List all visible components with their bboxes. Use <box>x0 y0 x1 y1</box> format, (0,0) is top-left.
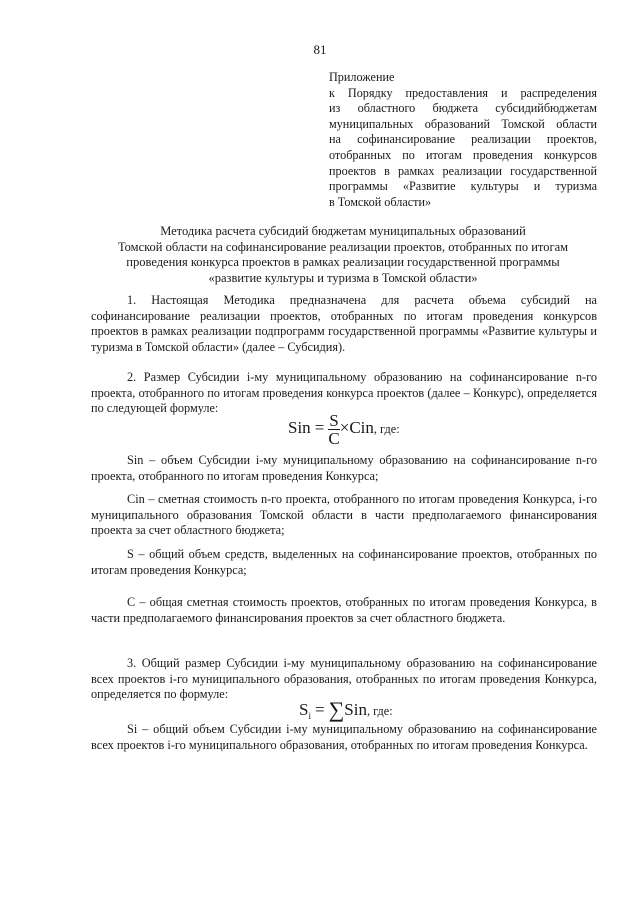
appendix-line: отобранных по итогам проведения конкурсов <box>329 147 597 162</box>
definition-sin <box>91 453 597 484</box>
paragraph-1 <box>91 293 597 356</box>
appendix-line: муниципальных образований Томской области <box>329 116 597 131</box>
appendix-line: к Порядку предоставления и распределения <box>329 85 597 100</box>
formula-si-suffix: , где: <box>366 704 393 718</box>
title-line: проведения конкурса проектов в рамках реализации государственной программы <box>126 255 560 270</box>
formula-sin-fraction <box>328 412 339 447</box>
definition-c <box>91 595 597 626</box>
page-number: 81 <box>313 42 327 57</box>
paragraph-1-text: 1. Настоящая Методика предназначена для расчета объема субсидий на софинансирование реализации проектов, отобранных по итогам проведения конкурсов проектов в рамках реализации подпрограмм государственной программы «Развитие культуры и туризма в Томской области» (далее – Субсидия). <box>91 293 597 355</box>
definition-s-text: S – общий объем средств, выделенных на софинансирование проектов, отобранных по итогам проведения Конкурса; <box>91 547 597 577</box>
appendix-line: Приложение <box>329 70 395 84</box>
formula-sin-rhs: Cin <box>349 418 374 438</box>
formula-sin-denominator: C <box>328 429 340 448</box>
formula-si-lhs: S <box>299 700 309 719</box>
definition-sin-text: Sin – объем Субсидии i-му муниципальному образованию на софинансирование n-го проекта, отобранного по итогам проведения Конкурса; <box>91 453 597 483</box>
appendix-line: проектов в рамках реализации государственной <box>329 163 597 178</box>
formula-sin-equals: = <box>314 418 325 438</box>
document-title <box>90 224 596 286</box>
definition-cin-text: Cin – сметная стоимость n-го проекта, отобранного по итогам проведения Конкурса, i-го муниципального образования Томской области в части предполагаемого финансирования проекта за счет областного бюджета; <box>91 492 597 538</box>
title-line: «развитие культуры и туризма в Томской области» <box>208 270 478 285</box>
appendix-line: программы «Развитие культуры и туризма <box>329 179 597 194</box>
title-line: Методика расчета субсидий бюджетам муниципальных образований <box>160 224 526 238</box>
appendix-line: на софинансирование реализации проектов, <box>329 132 597 147</box>
definition-si-text: Si – общий объем Субсидии i-му муниципальному образованию на софинансирование всех проектов i-го муниципального образования, отобранных по итогам проведения Конкурса. <box>91 722 597 752</box>
definition-cin <box>91 492 597 539</box>
appendix-line: в Томской области» <box>329 194 432 209</box>
formula-sin-times: × <box>339 418 350 438</box>
appendix-line: из областного бюджета субсидийбюджетам <box>329 101 597 116</box>
formula-sin-suffix: , где: <box>373 422 400 437</box>
definition-c-text: C – общая сметная стоимость проектов, отобранных по итогам проведения Конкурса, в части предполагаемого финансирования проектов за счет областного бюджета. <box>91 595 597 625</box>
formula-sin-numerator: S <box>329 411 339 430</box>
paragraph-2-text: 2. Размер Субсидии i-му муниципальному образованию на софинансирование n-го проекта, отобранного по итогам проведения конкурса проектов (далее – Конкурс), определяется по следующей формуле: <box>91 370 597 416</box>
definition-s <box>91 547 597 578</box>
appendix-note <box>329 70 597 210</box>
formula-sin <box>288 412 400 447</box>
formula-si-rhs: Sin <box>344 700 367 719</box>
formula-si-sum-symbol: ∑ <box>328 697 345 722</box>
paragraph-2 <box>91 370 597 417</box>
paragraph-3-text: 3. Общий размер Субсидии i-му муниципальному образованию на софинансирование всех проектов i-го муниципального образования, отобранных по итогам проведения Конкурса, определяется по формуле: <box>91 656 597 702</box>
formula-si-subscript: i <box>308 711 311 722</box>
formula-si-equals: = <box>314 700 325 719</box>
formula-sin-lhs: Sin <box>288 418 311 438</box>
title-line: Томской области на софинансирование реализации проектов, отобранных по итогам <box>117 239 569 254</box>
formula-si <box>299 697 393 723</box>
definition-si <box>91 722 597 753</box>
